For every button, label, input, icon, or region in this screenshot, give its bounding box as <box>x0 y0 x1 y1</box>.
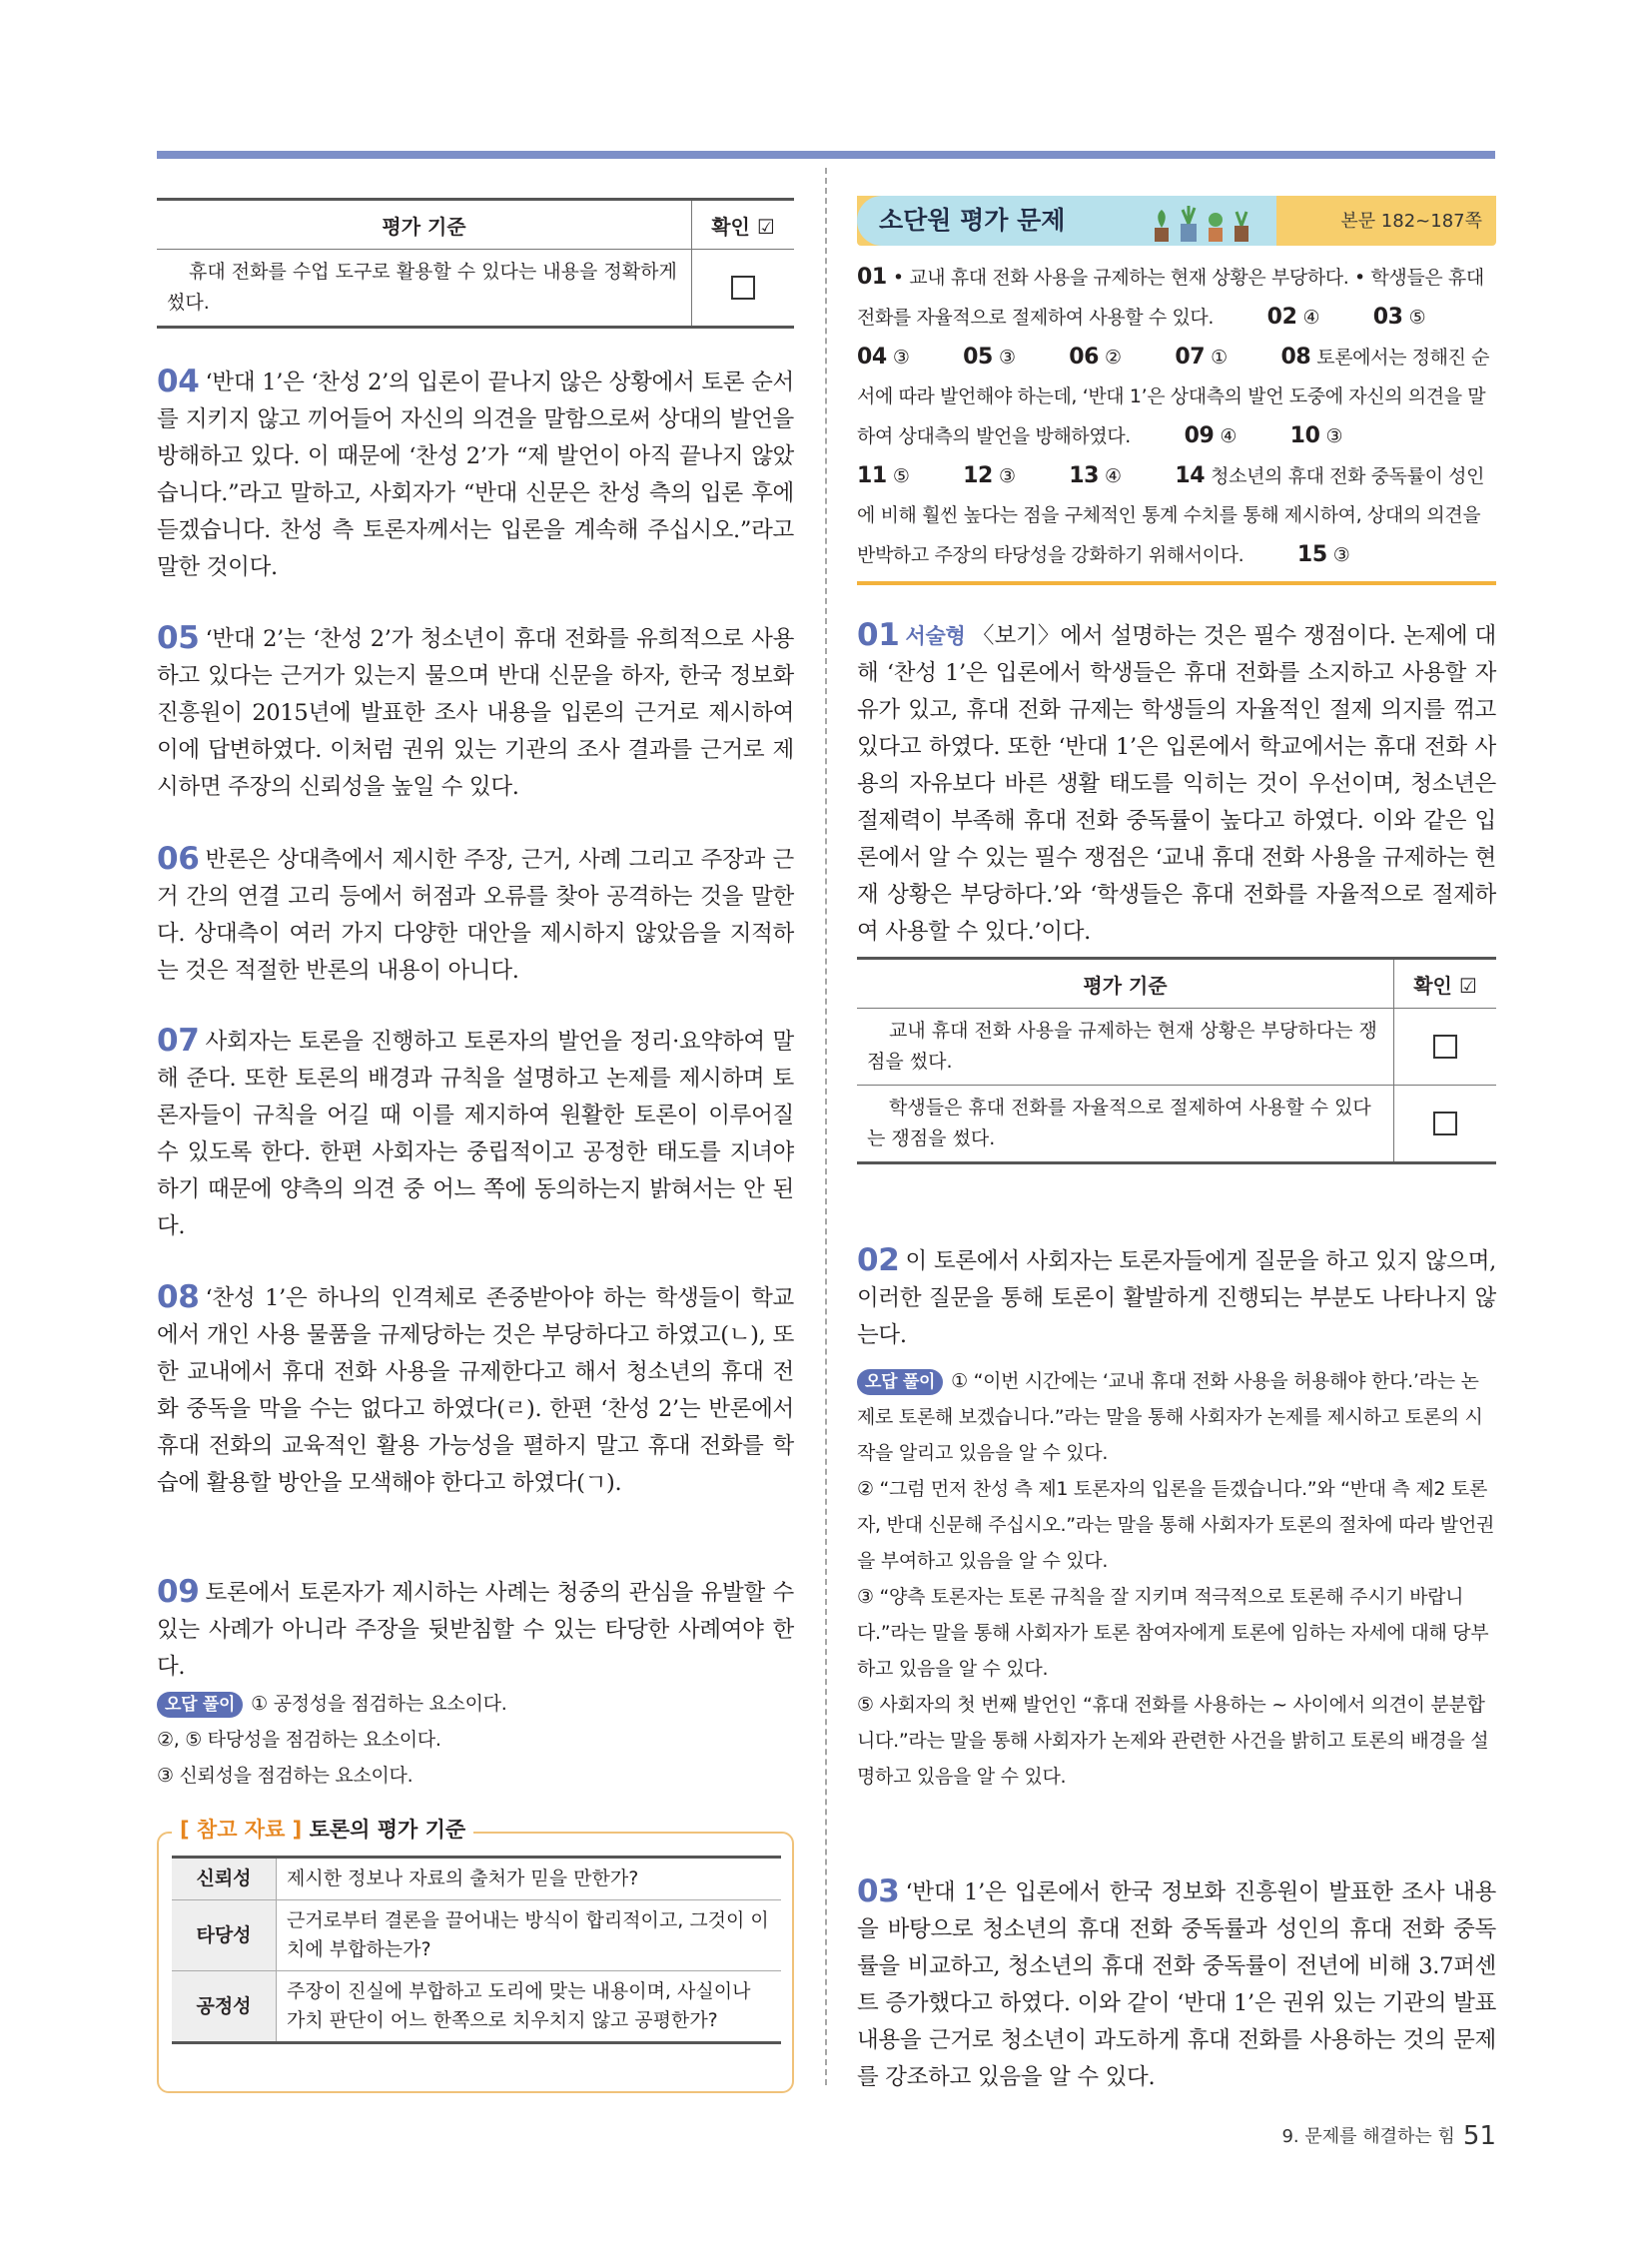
criteria-header: 평가 기준 <box>157 200 692 250</box>
answer-value: ② <box>1105 347 1122 369</box>
answer-value: • 교내 휴대 전화 사용을 규제하는 현재 상황은 부당하다. • 학생들은 휴대 전화를 자율적으로 절제하여 사용할 수 있다. <box>857 267 1484 329</box>
top-rule <box>157 151 1495 159</box>
answer-number: 12 <box>963 463 993 488</box>
answer-text: ‘찬성 1’은 하나의 인격체로 존중받아야 하는 학생들이 학교에서 개인 사용 물품을 규제당하는 것은 부당하다고 하였고(ㄴ), 또한 교내에서 휴대 전화 사용을 규제한다고 해서 청소년의 휴대 전화 중독을 막을 수는 없다고 하였다(ㄹ). 한편 ‘찬성 2’는 반론에서 휴대 전화의 교육적인 활용 가능성을 펼하지 말고 휴대 전화를 학습에 활용할 방안을 모색해야 한다고 하였다(ㄱ). <box>157 1285 794 1496</box>
answer-key <box>857 258 1496 575</box>
reference-label: [ 참고 자료 ] <box>180 1818 303 1842</box>
chapter-title: 9. 문제를 해결하는 힘 <box>1281 2126 1455 2147</box>
checkbox[interactable] <box>1433 1112 1457 1135</box>
answer-number: 09 <box>1184 423 1215 448</box>
question-number: 05 <box>157 620 200 656</box>
reference-heading <box>172 1814 473 1844</box>
answer-text: 토론에서 토론자가 제시하는 사례는 청중의 관심을 유발할 수 있는 사례가 아니라 주장을 뒷받침할 수 있는 타당한 사례여야 한다. <box>157 1580 794 1680</box>
wrong-answer-note-09 <box>157 1686 794 1794</box>
criteria-header: 평가 기준 <box>857 959 1394 1009</box>
answer-value: ③ <box>998 347 1016 369</box>
note-line: ③ 신뢰성을 점검하는 요소이다. <box>157 1765 413 1787</box>
answer-value: ⑤ <box>1408 307 1426 329</box>
question-number: 01 <box>857 617 900 653</box>
reference-title: 토론의 평가 기준 <box>309 1818 466 1842</box>
column-divider <box>825 168 827 2085</box>
answer-number: 08 <box>1280 345 1311 370</box>
answer-text: 〈보기〉에서 설명하는 것은 필수 쟁점이다. 논제에 대해 ‘찬성 1’은 입론에서 학생들은 휴대 전화를 소지하고 사용할 자유가 있고, 휴대 전화 규제는 학생들의 자율적인 절제 의지를 꺾고 있다고 하였다. 또한 ‘반대 1’은 입론에서 학교에서는 휴대 전화 사용의 자유보다 바른 생활 태도를 익히는 것이 우선이며, 청소년은 절제력이 부족해 휴대 전화 중독률이 높다고 하였다. 이와 같은 입론에서 알 수 있는 필수 쟁점은 ‘교내 휴대 전화 사용을 규제하는 현재 상황은 부당하다.’와 ‘학생들은 휴대 전화를 자율적으로 절제하여 사용할 수 있다.’이다. <box>857 623 1496 945</box>
answer-06 <box>157 841 794 990</box>
explanation-02 <box>857 1242 1496 1354</box>
reference-term: 신뢰성 <box>172 1858 277 1900</box>
note-line: ① “이번 시간에는 ‘교내 휴대 전화 사용을 허용해야 한다.’라는 논제로 토론해 보겠습니다.”라는 말을 통해 사회자가 논제를 제시하고 토론의 시작을 알리고 있음을 알 수 있다. <box>857 1370 1483 1464</box>
answer-text: 이 토론에서 사회자는 토론자들에게 질문을 하고 있지 않으며, 이러한 질문을 통해 토론이 활발하게 진행되는 부분도 나타나지 않는다. <box>857 1248 1496 1348</box>
question-number: 08 <box>157 1279 200 1315</box>
reference-row <box>172 1900 781 1971</box>
reference-term: 공정성 <box>172 1971 277 2043</box>
check-header: 확인 ☑ <box>1394 959 1497 1009</box>
potted-plants-icon <box>1147 198 1266 244</box>
page-footer <box>1281 2121 1496 2151</box>
reference-desc: 제시한 정보나 자료의 출처가 믿을 만한가? <box>277 1858 782 1900</box>
criteria-row: 학생들은 휴대 전화를 자율적으로 절제하여 사용할 수 있다는 쟁점을 썼다. <box>857 1086 1394 1163</box>
answer-04 <box>157 364 794 586</box>
reference-term: 타당성 <box>172 1900 277 1971</box>
answer-value: ④ <box>1105 465 1122 487</box>
note-line: ⑤ 사회자의 첫 번째 발언인 “휴대 전화를 사용하는 ~ 사이에서 의견이 분분합니다.”라는 말을 통해 사회자가 논제와 관련한 사건을 밝히고 토론의 배경을 설명하고 있음을 알 수 있다. <box>857 1694 1489 1788</box>
left-criteria-table <box>157 198 794 329</box>
left-criteria-table-wrap <box>157 198 794 329</box>
check-header: 확인 ☑ <box>692 200 795 250</box>
answer-number: 06 <box>1069 345 1100 370</box>
unit-assessment-banner <box>857 196 1496 246</box>
checkbox[interactable] <box>1433 1035 1457 1059</box>
question-number: 09 <box>157 1574 200 1610</box>
question-number: 03 <box>857 1873 900 1909</box>
wrong-answer-tag: 오답 풀이 <box>857 1369 943 1395</box>
answer-number: 14 <box>1175 463 1206 488</box>
note-line: ① 공정성을 점검하는 요소이다. <box>251 1693 507 1715</box>
right-criteria-table-wrap <box>857 957 1496 1164</box>
reference-row <box>172 1858 781 1900</box>
answer-text: 사회자는 토론을 진행하고 토론자의 발언을 정리·요약하여 말해 준다. 또한 토론의 배경과 규칙을 설명하고 논제를 제시하며 토론자들이 규칙을 어길 때 이를 제지하여 원활한 토론이 이루어질 수 있도록 한다. 한편 사회자는 중립적이고 공정한 태도를 지녀야 하기 때문에 양측의 의견 중 어느 쪽에 동의하는지 밝혀서는 안 된다. <box>157 1029 794 1239</box>
explanation-03 <box>857 1873 1496 2096</box>
criteria-row: 교내 휴대 전화 사용을 규제하는 현재 상황은 부당하다는 쟁점을 썼다. <box>857 1009 1394 1086</box>
answer-number: 05 <box>963 345 993 370</box>
banner-page-ref: 본문 182~187쪽 <box>1340 211 1482 232</box>
answer-05 <box>157 620 794 806</box>
answer-value: ⑤ <box>892 465 910 487</box>
answer-value: 토론에서는 정해진 순서에 따라 발언해야 하는데, ‘반대 1’은 상대측의 발언 도중에 자신의 의견을 말하여 상대측의 발언을 방해하였다. <box>857 347 1490 447</box>
reference-table <box>172 1856 781 2044</box>
answer-08 <box>157 1279 794 1502</box>
answer-number: 11 <box>857 463 887 488</box>
answer-07 <box>157 1023 794 1245</box>
answer-value: 청소년의 휴대 전화 중독률이 성인에 비해 훨씬 높다는 점을 구체적인 통계 수치를 통해 제시하여, 상대의 의견을 반박하고 주장의 타당성을 강화하기 위해서이다. <box>857 465 1485 566</box>
criteria-row: 휴대 전화를 수업 도구로 활용할 수 있다는 내용을 정확하게 썼다. <box>157 250 692 328</box>
wrong-answer-tag: 오답 풀이 <box>157 1692 243 1718</box>
note-line: ③ “양측 토론자는 토론 규칙을 잘 지키며 적극적으로 토론해 주시기 바랍니다.”라는 말을 통해 사회자가 토론 참여자에게 토론에 임하는 자세에 대해 당부하고 있음을 알 수 있다. <box>857 1586 1489 1680</box>
answer-number: 01 <box>857 265 887 290</box>
page-number: 51 <box>1462 2121 1496 2151</box>
answer-value: ③ <box>1325 425 1343 447</box>
answer-number: 03 <box>1372 305 1403 330</box>
answer-value: ③ <box>892 347 910 369</box>
note-line: ② “그럼 먼저 찬성 측 제1 토론자의 입론을 듣겠습니다.”와 “반대 측 제2 토론자, 반대 신문해 주십시오.”라는 말을 통해 사회자가 토론의 절차에 따라 발언권을 부여하고 있음을 알 수 있다. <box>857 1478 1495 1572</box>
question-number: 02 <box>857 1242 900 1278</box>
answer-text: ‘반대 2’는 ‘찬성 2’가 청소년이 휴대 전화를 유희적으로 사용하고 있다는 근거가 있는지 물으며 반대 신문을 하자, 한국 정보화 진흥원이 2015년에 발표한 조사 내용을 입론의 근거로 제시하여 이에 답변하였다. 이처럼 권위 있는 기관의 조사 결과를 근거로 제시하면 주장의 신뢰성을 높일 수 있다. <box>157 626 794 800</box>
answer-key-underline <box>857 581 1496 585</box>
question-number: 04 <box>157 364 200 399</box>
answer-value: ① <box>1211 347 1228 369</box>
reference-desc: 주장이 진실에 부합하고 도리에 맞는 내용이며, 사실이나 가치 판단이 어느 한쪽으로 치우치지 않고 공평한가? <box>277 1971 782 2043</box>
answer-value: ④ <box>1302 307 1320 329</box>
answer-number: 04 <box>857 345 887 370</box>
banner-title: 소단원 평가 문제 <box>879 206 1066 235</box>
answer-number: 10 <box>1289 423 1320 448</box>
note-line: ②, ⑤ 타당성을 점검하는 요소이다. <box>157 1729 441 1751</box>
reference-desc: 근거로부터 결론을 끌어내는 방식이 합리적이고, 그것이 이치에 부합하는가? <box>277 1900 782 1971</box>
answer-value: ④ <box>1220 425 1238 447</box>
right-criteria-table <box>857 957 1496 1164</box>
answer-number: 07 <box>1175 345 1206 370</box>
answer-number: 15 <box>1296 542 1327 567</box>
answer-value: ③ <box>998 465 1016 487</box>
answer-text: ‘반대 1’은 입론에서 한국 정보화 진흥원이 발표한 조사 내용을 바탕으로 청소년의 휴대 전화 중독률과 성인의 휴대 전화 중독률을 비교하고, 청소년의 휴대 전화 중독률이 전년에 비해 3.7퍼센트 증가했다고 하였다. 이와 같이 ‘반대 1’은 권위 있는 기관의 발표 내용을 근거로 청소년이 과도하게 휴대 전화를 사용하는 것의 문제를 강조하고 있음을 알 수 있다. <box>857 1879 1496 2090</box>
answer-09 <box>157 1574 794 1686</box>
answer-value: ③ <box>1332 544 1350 566</box>
answer-number: 13 <box>1069 463 1100 488</box>
wrong-answer-note-02 <box>857 1363 1496 1795</box>
reference-row <box>172 1971 781 2043</box>
answer-number: 02 <box>1266 305 1297 330</box>
question-number: 06 <box>157 841 200 877</box>
question-type-label: 서술형 <box>905 624 966 648</box>
question-number: 07 <box>157 1023 200 1059</box>
checkbox[interactable] <box>731 276 755 300</box>
answer-text: 반론은 상대측에서 제시한 주장, 근거, 사례 그리고 주장과 근거 간의 연결 고리 등에서 허점과 오류를 찾아 공격하는 것을 말한다. 상대측이 여러 가지 다양한 대안을 제시하지 않았음을 지적하는 것은 적절한 반론의 내용이 아니다. <box>157 847 794 984</box>
explanation-01 <box>857 617 1496 951</box>
answer-text: ‘반대 1’은 ‘찬성 2’의 입론이 끝나지 않은 상황에서 토론 순서를 지키지 않고 끼어들어 자신의 의견을 말함으로써 상대의 발언을 방해하고 있다. 이 때문에 ‘찬성 2’가 “제 발언이 아직 끝나지 않았습니다.”라고 말하고, 사회자가 “반대 신문은 찬성 측의 입론 후에 듣겠습니다. 찬성 측 토론자께서는 입론을 계속해 주십시오.”라고 말한 것이다. <box>157 370 794 580</box>
